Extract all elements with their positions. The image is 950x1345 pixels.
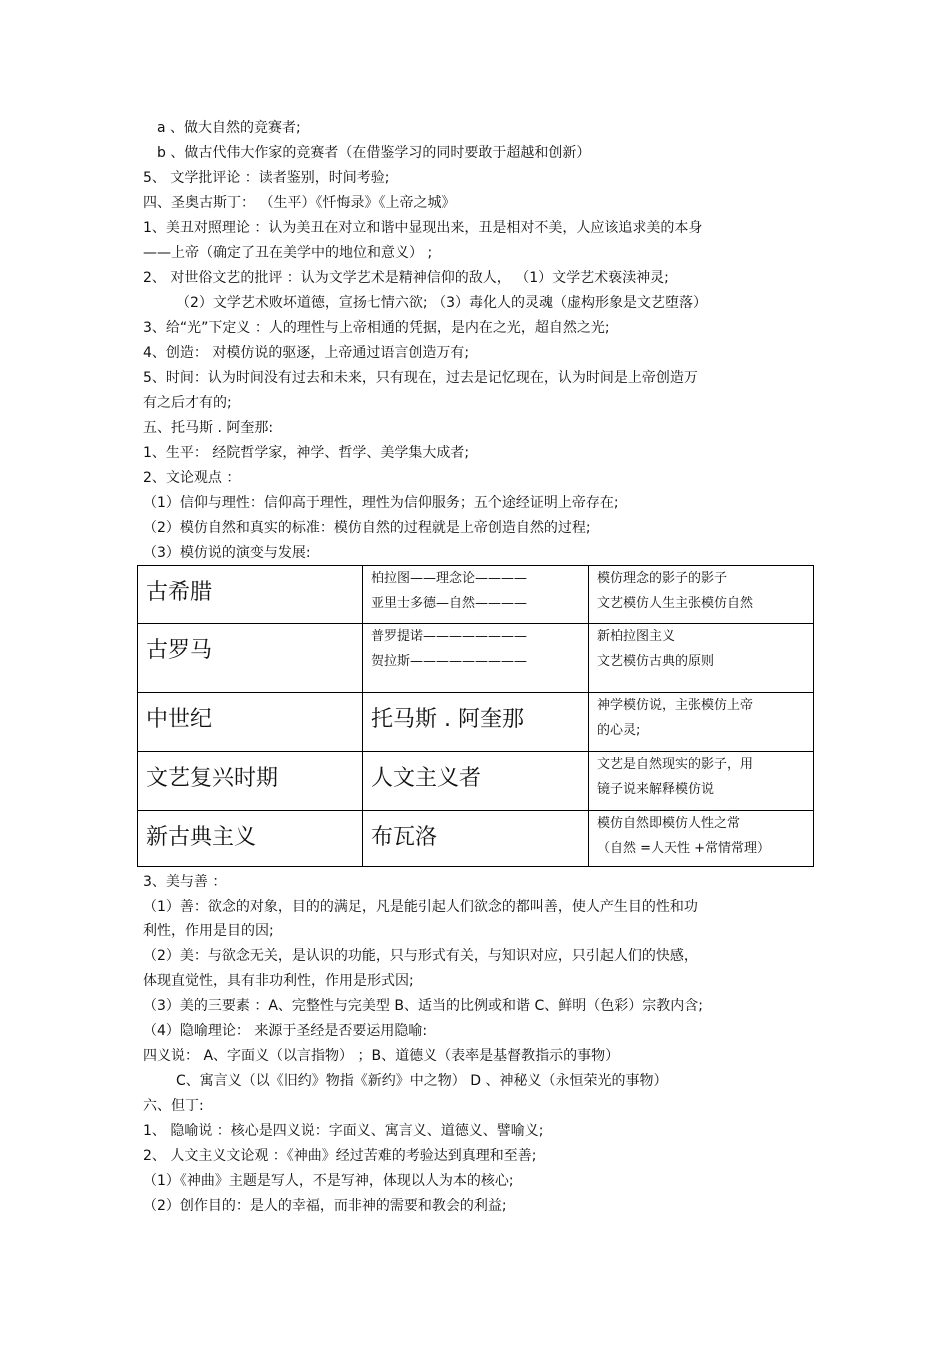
text-line: （1）善：欲念的对象，目的的满足，凡是能引起人们欲念的都叫善，使人产生目的性和功 bbox=[143, 899, 698, 915]
text-line: 2、文论观点 ： bbox=[143, 470, 241, 486]
section-heading: 五、托马斯 . 阿奎那: bbox=[143, 420, 274, 436]
theory-cell bbox=[363, 566, 589, 624]
view-line: 文艺是自然现实的影子，用 bbox=[597, 757, 754, 772]
table-row bbox=[138, 624, 814, 693]
view-line: 的心灵; bbox=[597, 723, 641, 738]
text-line: （2）模仿自然和真实的标准：模仿自然的过程就是上帝创造自然的过程; bbox=[143, 520, 591, 536]
text-line: 四义说： A、字面义（以言指物） ；B、道德义（表率是基督教指示的事物） bbox=[143, 1048, 620, 1064]
theory-line: 亚里士多德—自然———— bbox=[371, 596, 528, 611]
text-line: a 、做大自然的竞赛者; bbox=[157, 120, 301, 136]
view-line: 模仿自然即模仿人性之常 bbox=[597, 816, 741, 831]
section-heading: 六、但丁: bbox=[143, 1098, 204, 1114]
text-line: 有之后才有的; bbox=[143, 395, 232, 411]
text-line: 4、创造： 对模仿说的驱逐，上帝通过语言创造万有; bbox=[143, 345, 470, 361]
text-line: 利性，作用是目的因; bbox=[143, 923, 274, 939]
text-line: 5、时间：认为时间没有过去和未来，只有现在，过去是记忆现在，认为时间是上帝创造万 bbox=[143, 370, 698, 386]
text-line: ——上帝（确定了丑在美学中的地位和意义） ; bbox=[143, 245, 433, 261]
text-line: （3）模仿说的演变与发展: bbox=[143, 545, 311, 561]
text-line: C、寓言义（以《旧约》物指《新约》中之物） D 、神秘义（永恒荣光的事物） bbox=[176, 1073, 668, 1089]
view-line: 文艺模仿古典的原则 bbox=[597, 654, 715, 669]
view-line: 镜子说来解释模仿说 bbox=[597, 782, 715, 797]
text-line: 1、美丑对照理论 ：认为美丑在对立和谐中显现出来，丑是相对不美，人应该追求美的本身 bbox=[143, 220, 703, 236]
text-line: （2）创作目的：是人的幸福，而非神的需要和教会的利益; bbox=[143, 1198, 507, 1214]
section-heading: 四、圣奥古斯丁： （生平）《忏悔录》《上帝之城》 bbox=[143, 195, 456, 211]
table-row bbox=[138, 693, 814, 752]
text-line: （1）信仰与理性：信仰高于理性，理性为信仰服务；五个途经证明上帝存在; bbox=[143, 495, 619, 511]
text-line: 1、生平： 经院哲学家，神学、哲学、美学集大成者; bbox=[143, 445, 470, 461]
theory-cell: 人文主义者 bbox=[363, 752, 589, 811]
view-line: 模仿理念的影子的影子 bbox=[597, 571, 728, 586]
view-cell bbox=[589, 811, 814, 867]
text-line: 2、 人文主义文论观 ：《神曲》经过苦难的考验达到真理和至善; bbox=[143, 1148, 537, 1164]
text-line: （3）美的三要素 ：A、完整性与完美型 B、适当的比例或和谐 C、鲜明（色彩）宗教内含; bbox=[143, 998, 703, 1014]
theory-cell bbox=[363, 624, 589, 693]
era-cell: 中世纪 bbox=[138, 693, 363, 752]
table-row bbox=[138, 566, 814, 624]
text-line: 1、 隐喻说 ：核心是四义说：字面义、寓言义、道德义、譬喻义; bbox=[143, 1123, 544, 1139]
view-cell bbox=[589, 624, 814, 693]
era-cell: 古罗马 bbox=[138, 624, 363, 693]
table-row bbox=[138, 811, 814, 867]
imitation-evolution-table bbox=[137, 565, 814, 867]
text-line: 3、给“光”下定义 ：人的理性与上帝相通的凭据，是内在之光，超自然之光; bbox=[143, 320, 610, 336]
text-line: （2）文学艺术败坏道德，宣扬七情六欲; （3）毒化人的灵魂（虚构形象是文艺堕落） bbox=[176, 295, 707, 311]
theory-cell: 布瓦洛 bbox=[363, 811, 589, 867]
view-cell bbox=[589, 566, 814, 624]
view-line: 文艺模仿人生主张模仿自然 bbox=[597, 596, 754, 611]
view-line: 神学模仿说，主张模仿上帝 bbox=[597, 698, 754, 713]
text-line: （2）美：与欲念无关，是认识的功能，只与形式有关，与知识对应，只引起人们的快感， bbox=[143, 948, 698, 964]
text-line: 5、 文学批评论 ：读者鉴别，时间考验; bbox=[143, 170, 390, 186]
text-line: 3、美与善 ： bbox=[143, 874, 227, 890]
text-line: b 、做古代伟大作家的竞赛者（在借鉴学习的同时要敢于超越和创新） bbox=[157, 145, 591, 161]
table-row bbox=[138, 752, 814, 811]
theory-line: 柏拉图——理念论———— bbox=[371, 571, 528, 586]
view-cell bbox=[589, 693, 814, 752]
theory-line: 贺拉斯————————— bbox=[371, 654, 528, 669]
era-cell: 新古典主义 bbox=[138, 811, 363, 867]
view-line: 新柏拉图主义 bbox=[597, 629, 676, 644]
text-line: （1）《神曲》主题是写人，不是写神，体现以人为本的核心; bbox=[143, 1173, 514, 1189]
view-line: （自然 =人天性 +常情常理） bbox=[597, 841, 771, 856]
text-line: （4）隐喻理论： 来源于圣经是否要运用隐喻: bbox=[143, 1023, 428, 1039]
text-line: 体现直觉性，具有非功利性，作用是形式因; bbox=[143, 973, 414, 989]
theory-line: 普罗提诺———————— bbox=[371, 629, 528, 644]
view-cell bbox=[589, 752, 814, 811]
theory-cell: 托马斯 . 阿奎那 bbox=[363, 693, 589, 752]
text-line: 2、 对世俗文艺的批评 ：认为文学艺术是精神信仰的敌人， （1）文学艺术亵渎神灵; bbox=[143, 270, 669, 286]
era-cell: 古希腊 bbox=[138, 566, 363, 624]
era-cell: 文艺复兴时期 bbox=[138, 752, 363, 811]
